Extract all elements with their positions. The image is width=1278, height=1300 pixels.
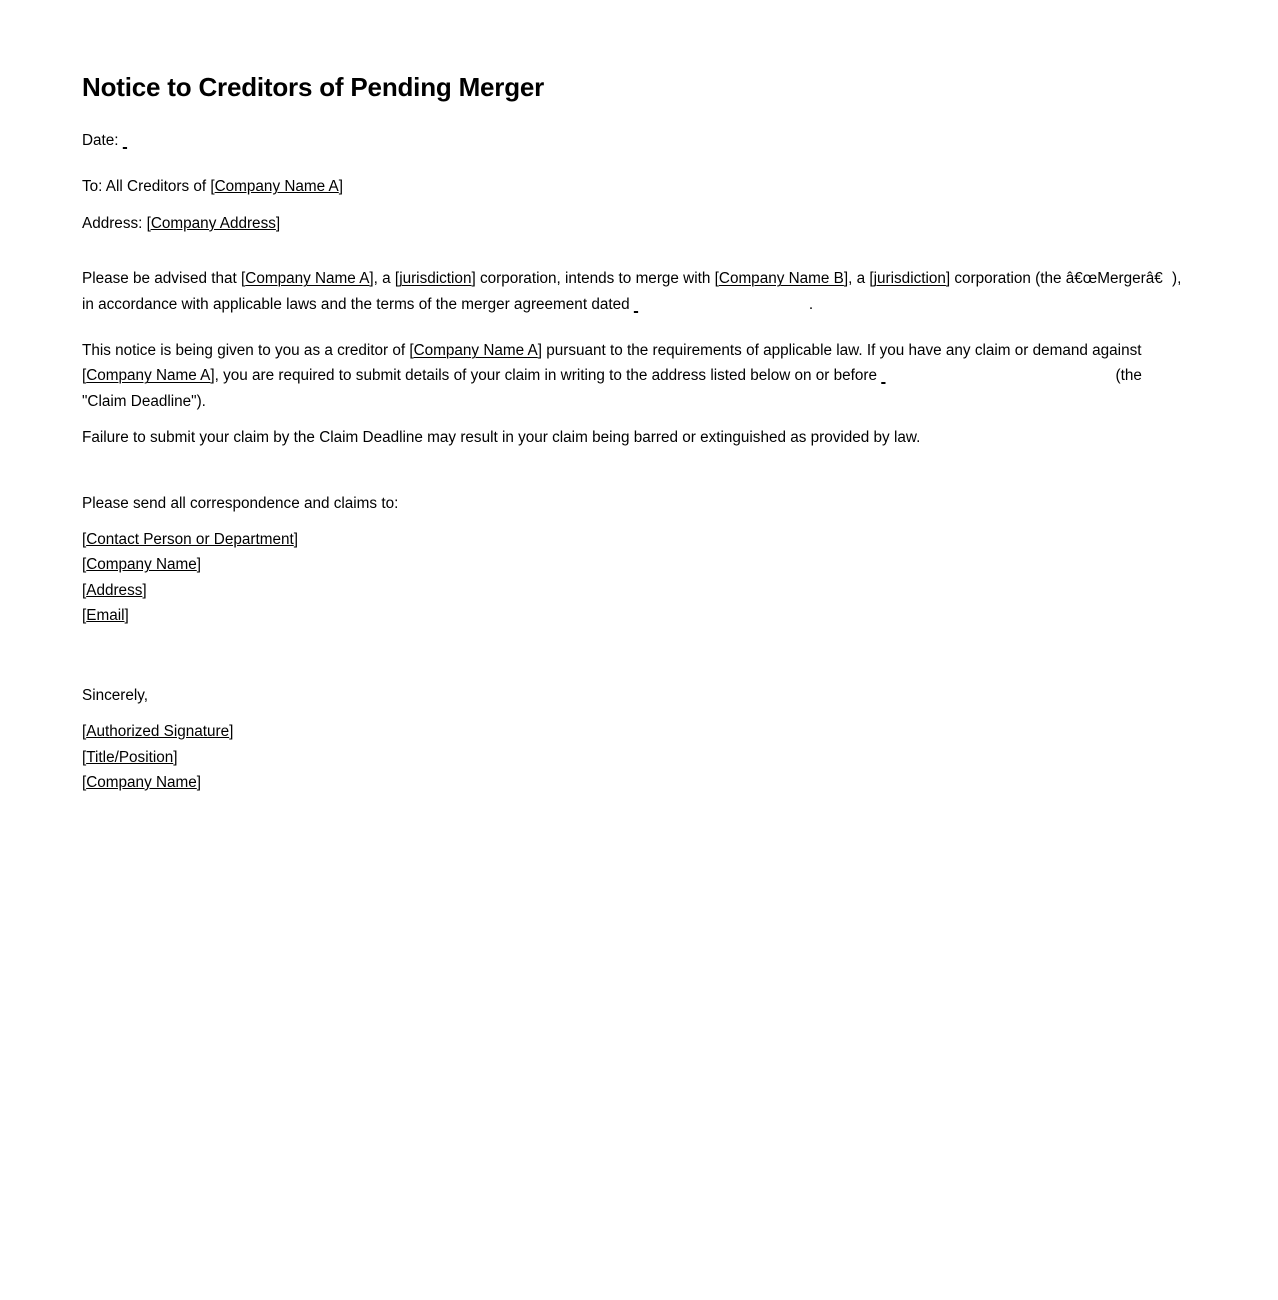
correspondence-open-bracket: [ xyxy=(82,581,87,599)
title-position-placeholder: Title/Position xyxy=(86,748,174,766)
signature-close-bracket: ] xyxy=(229,723,234,741)
correspondence-address-underline xyxy=(82,582,142,599)
signature-company-name-underline xyxy=(82,774,197,791)
date-line xyxy=(82,128,1190,153)
correspondence-line xyxy=(82,578,1190,603)
p1-company-a: Company Name A xyxy=(245,270,370,288)
correspondence-company-name-underline xyxy=(82,556,197,573)
merger-agreement-date-blank[interactable] xyxy=(634,292,809,317)
signature-open-bracket: [ xyxy=(82,748,87,766)
claim-deadline-blank[interactable] xyxy=(881,363,1111,388)
to-open-bracket: [ xyxy=(210,178,215,196)
p2-segment-2: ] pursuant to the requirements of applicable law. If you have any claim or demand against [ xyxy=(82,342,1142,385)
signature-company-name: Company Name xyxy=(86,773,197,791)
signature-line xyxy=(82,770,1190,795)
signature-open-bracket: [ xyxy=(82,723,87,741)
address-placeholder-underline xyxy=(147,215,276,232)
signature-line xyxy=(82,745,1190,770)
correspondence-intro: Please send all correspondence and claims to: xyxy=(82,494,399,512)
p1-segment-2: ], a [ xyxy=(369,270,400,288)
correspondence-address-block xyxy=(82,527,1190,629)
paragraph-failure-warning: Failure to submit your claim by the Claim Deadline may result in your claim being barred or extinguished as provided by law. xyxy=(82,429,921,447)
correspondence-company-name: Company Name xyxy=(86,556,197,574)
signature-closing: Sincerely, xyxy=(82,686,149,704)
date-label: Date: xyxy=(82,132,119,149)
correspondence-close-bracket: ] xyxy=(142,581,147,599)
signature-close-bracket: ] xyxy=(173,748,178,766)
paragraph-merger-notice xyxy=(82,266,1190,317)
to-company-name: Company Name A xyxy=(214,178,339,196)
correspondence-line xyxy=(82,603,1190,628)
p2-segment-3: ], you are required to submit details of your claim in writing to the address listed below on or before xyxy=(210,367,882,385)
correspondence-email: Email xyxy=(86,607,125,625)
to-close-bracket: ] xyxy=(338,178,344,196)
address-placeholder-text: Company Address xyxy=(150,214,276,232)
to-company-placeholder xyxy=(210,178,338,195)
correspondence-contact-person: Contact Person or Department xyxy=(86,531,294,549)
page-title: Notice to Creditors of Pending Merger xyxy=(82,72,545,102)
authorized-signature-underline xyxy=(82,723,229,740)
paragraph-creditor-claim xyxy=(82,338,1190,414)
correspondence-contact-person-underline xyxy=(82,531,294,548)
correspondence-close-bracket: ] xyxy=(124,607,129,625)
p1-segment-6: . xyxy=(808,295,814,313)
authorized-signature-placeholder: Authorized Signature xyxy=(86,723,230,741)
p2-company-a-2: Company Name A xyxy=(86,367,211,385)
correspondence-address: Address xyxy=(86,581,143,599)
address-close-bracket: ] xyxy=(275,214,281,232)
correspondence-open-bracket: [ xyxy=(82,607,87,625)
p1-segment-5: ] corporation (the â€œMergerâ€), in accordance with applicable laws and the terms of the merger agreement dated xyxy=(82,270,1182,313)
p1-jurisdiction-1: jurisdiction xyxy=(399,270,472,288)
correspondence-line xyxy=(82,552,1190,577)
p1-segment-1: Please be advised that [ xyxy=(82,270,246,288)
correspondence-close-bracket: ] xyxy=(293,531,298,549)
p1-segment-4: ], a [ xyxy=(843,270,874,288)
correspondence-line xyxy=(82,527,1190,552)
signature-close-bracket: ] xyxy=(196,773,202,791)
correspondence-email-underline xyxy=(82,607,125,624)
document-content xyxy=(82,0,1190,795)
p2-company-a-1: Company Name A xyxy=(413,342,538,360)
p1-jurisdiction-2: jurisdiction xyxy=(873,270,946,288)
to-prefix: To: All Creditors of xyxy=(82,178,211,196)
recipient-address-line xyxy=(82,211,1190,236)
recipient-to-line xyxy=(82,174,1190,199)
address-prefix: Address: xyxy=(82,214,147,232)
signature-block xyxy=(82,719,1190,795)
address-open-bracket: [ xyxy=(146,214,151,232)
signature-line xyxy=(82,719,1190,744)
correspondence-open-bracket: [ xyxy=(82,556,87,574)
p1-segment-3: ] corporation, intends to merge with [ xyxy=(471,270,719,288)
correspondence-open-bracket: [ xyxy=(82,531,87,549)
correspondence-close-bracket: ] xyxy=(196,556,202,574)
p1-company-b: Company Name B xyxy=(718,270,844,288)
date-blank-field[interactable] xyxy=(123,128,356,153)
signature-open-bracket: [ xyxy=(82,773,87,791)
p2-segment-4: (the "Claim Deadline"). xyxy=(82,367,1142,410)
title-position-underline xyxy=(82,749,173,766)
p2-segment-1: This notice is being given to you as a creditor of [ xyxy=(82,342,414,360)
